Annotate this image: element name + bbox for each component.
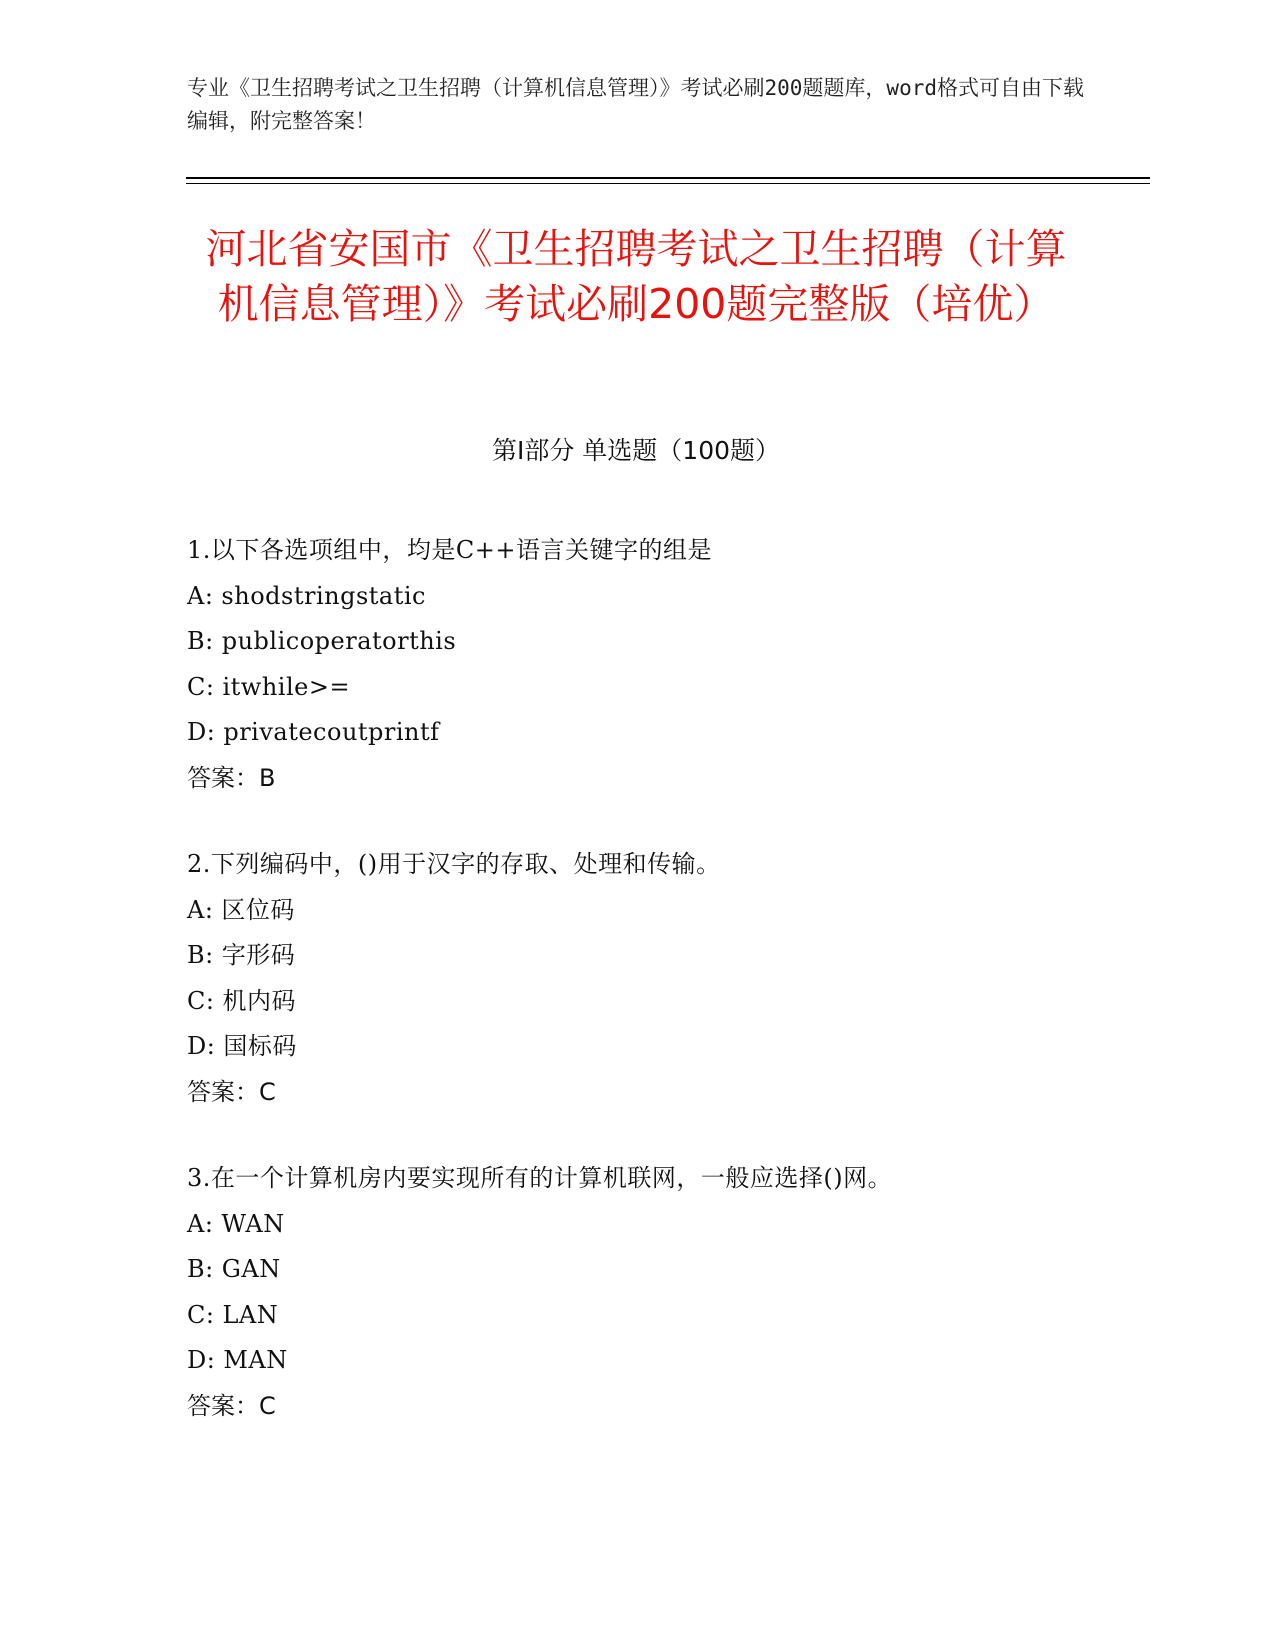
option-text: MAN xyxy=(223,1346,288,1374)
option-text: WAN xyxy=(221,1209,285,1238)
option-letter: A: xyxy=(187,1209,214,1238)
option-letter: C: xyxy=(187,986,215,1015)
option-d xyxy=(187,1338,1147,1384)
option-b xyxy=(187,619,1147,665)
option-letter: D: xyxy=(187,1032,216,1060)
option-letter: B: xyxy=(187,941,214,969)
answer-line: 答案：B xyxy=(187,763,276,792)
option-letter: D: xyxy=(187,1346,216,1374)
option-letter: B: xyxy=(187,627,214,655)
section-heading: 第I部分 单选题（100题） xyxy=(491,436,781,465)
option-text: GAN xyxy=(221,1255,281,1283)
option-a xyxy=(187,888,1147,934)
header-divider-thick xyxy=(186,177,1150,179)
option-letter: D: xyxy=(187,718,216,746)
option-a xyxy=(187,1202,1147,1248)
answer-line: 答案：C xyxy=(187,1391,276,1420)
question-2 xyxy=(187,842,1147,1115)
option-a xyxy=(187,574,1147,620)
option-text: privatecoutprintf xyxy=(223,718,440,746)
option-letter: A: xyxy=(187,581,214,610)
question-3 xyxy=(187,1156,1147,1429)
document-header-note: 专业《卫生招聘考试之卫生招聘（计算机信息管理）》考试必刷200题题库，word格式可自由下载编辑，附完整答案！ xyxy=(187,76,1084,133)
option-text: publicoperatorthis xyxy=(221,627,457,655)
question-list xyxy=(187,528,1147,1470)
option-b xyxy=(187,1247,1147,1293)
option-text: LAN xyxy=(222,1300,279,1329)
option-d xyxy=(187,1024,1147,1070)
option-text: 国标码 xyxy=(223,1032,297,1060)
option-c xyxy=(187,665,1147,711)
question-stem: 2.下列编码中，()用于汉字的存取、处理和传输。 xyxy=(187,850,721,878)
document-title: 河北省安国市《卫生招聘考试之卫生招聘（计算机信息管理）》考试必刷200题完整版（培优） xyxy=(205,225,1067,328)
question-stem: 3.在一个计算机房内要实现所有的计算机联网，一般应选择()网。 xyxy=(187,1164,893,1192)
option-text: shodstringstatic xyxy=(221,581,426,610)
option-letter: C: xyxy=(187,1300,215,1329)
option-c xyxy=(187,1293,1147,1339)
option-text: 机内码 xyxy=(222,986,296,1015)
option-text: 字形码 xyxy=(221,941,296,969)
answer-line: 答案：C xyxy=(187,1077,276,1106)
option-letter: B: xyxy=(187,1255,214,1283)
question-1 xyxy=(187,528,1147,801)
option-text: itwhile>= xyxy=(222,672,351,701)
option-text: 区位码 xyxy=(221,895,295,924)
question-stem: 1.以下各选项组中，均是C++语言关键字的组是 xyxy=(187,536,712,564)
option-letter: A: xyxy=(187,895,214,924)
option-d xyxy=(187,710,1147,756)
header-divider-thin xyxy=(186,183,1150,184)
option-b xyxy=(187,933,1147,979)
option-c xyxy=(187,979,1147,1025)
option-letter: C: xyxy=(187,672,215,701)
